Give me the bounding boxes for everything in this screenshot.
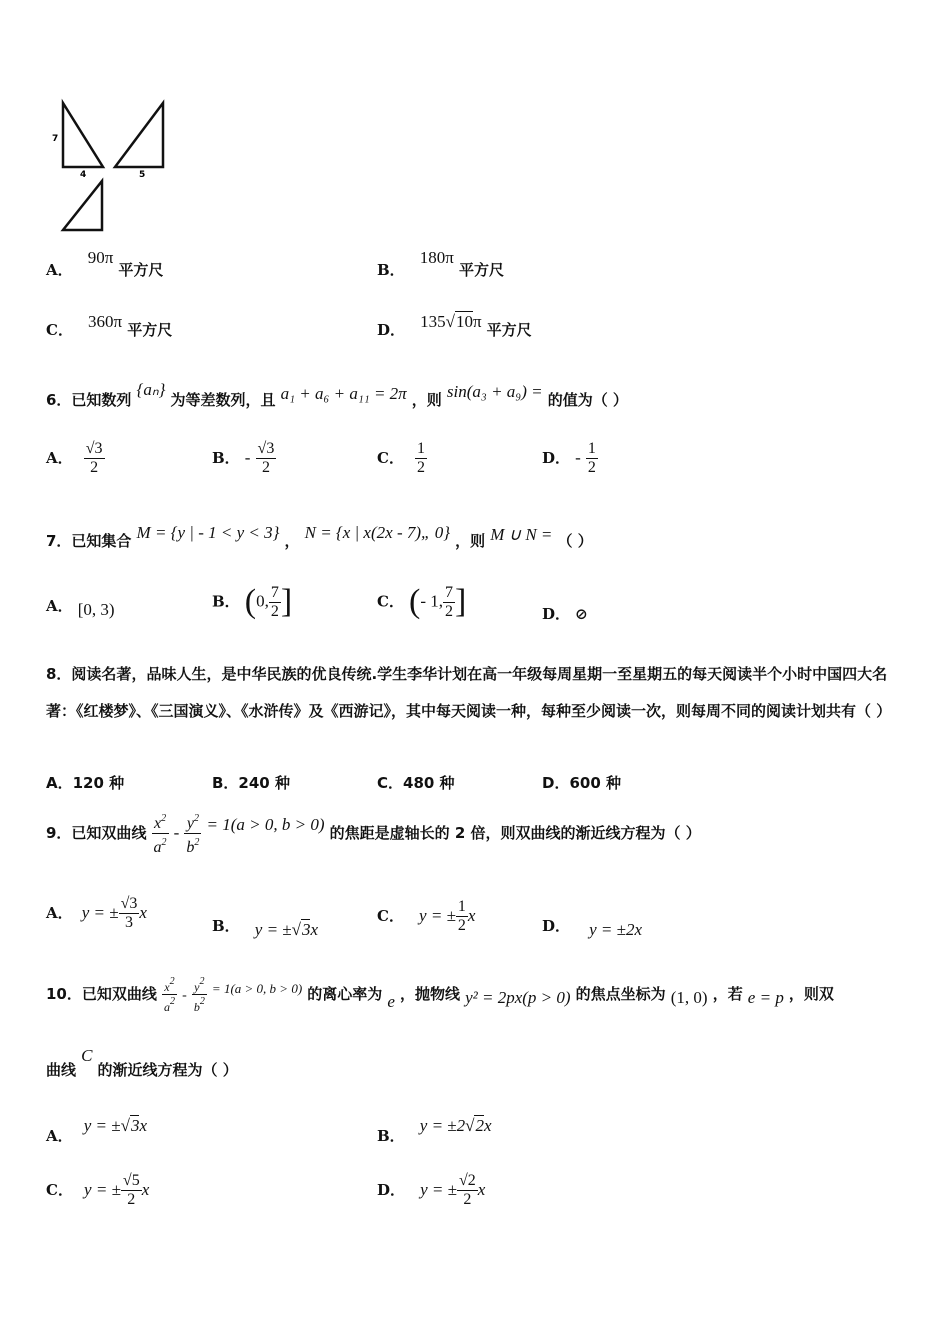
option-expr: 135√10π [420,312,482,331]
option-fraction: $\frac{√3}{3}$ [120,895,138,931]
option-left: - 1, [420,591,444,611]
triangle-right [115,103,163,167]
option-label: A． [46,904,73,922]
q5-option-a[interactable] [46,248,164,280]
q7-set-m: M = {y | - 1 < y < 3} [136,523,280,542]
option-expr: y = ±√3x [83,1116,147,1135]
option-unit: 平方尺 [486,321,532,339]
triangle-left [63,103,103,167]
option-expr: y = ±2√2x [419,1116,492,1135]
q7-expression: M ∪ N = [490,525,553,544]
option-label: A． [46,261,73,279]
option-unit: 平方尺 [127,321,173,339]
label-5: 5 [139,170,146,180]
option-fraction: $\frac{√2}{2}$ [458,1172,476,1208]
q6-option-c[interactable] [377,440,427,477]
option-fraction: $\frac{1}{2}$ [417,440,426,476]
option-fraction: $\frac{√3}{2}$ [85,440,103,476]
q7-option-a[interactable] [46,596,115,619]
hyperbola-y-term: $\frac{y^2}{b^2}$ [193,976,205,1014]
option-label: C． [46,1181,73,1199]
option-fraction: $\frac{1}{2}$ [587,440,596,476]
q8-option-d[interactable]: D．600 种 [542,774,621,792]
hyperbola-eq-tail: = 1(a > 0, b > 0) [206,815,325,834]
q6-option-b[interactable] [212,440,276,477]
option-expr: [0, 3) [77,600,115,619]
q10-option-d[interactable]: D． y = ± $\frac{√2}{2}$ x [377,1172,486,1208]
parabola-equation: y² = 2px(p > 0) [465,988,571,1007]
option-expr: 180π [419,248,454,267]
option-label: A． [46,1127,73,1145]
q9-option-c[interactable]: C． y = ± $\frac{1}{2}$ x [377,898,476,934]
q10-option-a[interactable] [46,1116,147,1145]
q6-stem: 6．已知数列 {aₙ} 为等差数列，且 a₁ + a₆ + a₁₁ = 2π ，则 sin(a₃ + a₉) = 的值为（ ） [46,380,628,409]
label-4: 4 [80,170,87,180]
q7-option-c[interactable]: C． (- 1, $\frac{7}{2}$ ] [377,583,467,620]
empty-set-icon: ⊘ [575,605,588,623]
hyperbola-x-term: $\frac{x^2}{a^2}$ [163,976,175,1014]
option-label: C． [377,592,404,611]
q5-option-d[interactable] [377,312,532,340]
q8-option-c[interactable]: C．480 种 [377,774,455,792]
option-label: C． [377,449,404,467]
option-fraction: $\frac{7}{2}$ [270,583,279,620]
triangle-figure [50,95,180,235]
q7-set-n: N = {x | x(2x - 7)„ 0} [304,523,451,542]
option-sign: - [244,448,251,467]
option-left: 0, [256,591,269,611]
option-label: B． [377,261,405,279]
option-unit: 平方尺 [458,261,504,279]
q10-stem-line2: 曲线 C 的渐近线方程为（ ） [46,1046,238,1079]
option-label: D． [542,917,571,935]
option-fraction: $\frac{1}{2}$ [457,898,466,934]
option-label: D． [377,321,406,339]
q8-option-b[interactable]: B．240 种 [212,774,290,792]
q6-option-a[interactable] [46,440,105,477]
option-label: C． [377,907,404,925]
option-expr: 360π [88,312,123,331]
label-7: 7 [52,134,59,144]
option-fraction: $\frac{√3}{2}$ [257,440,275,476]
hyperbola-y-term: $\frac{y^2}{b^2}$ [186,813,200,856]
q8-option-a[interactable]: A．120 种 [46,774,125,792]
triangle-bottom [63,181,102,230]
option-expr: y = ±√3x [254,920,319,939]
q9-stem: 9．已知双曲线 $\frac{x^2}{a^2}$ - $\frac{y^2}{b^2}$ = 1(a > 0, b > 0) 的焦距是虚轴长的 2 倍，则双曲线的渐近线方程为（ ） [46,810,701,857]
q7-stem: 7．已知集合 M = {y | - 1 < y < 3} ， N = {x | x(2x - 7)„ 0} ，则 M ∪ N = （ ） [46,523,593,550]
option-sign: - [575,448,581,467]
option-label: B． [377,1127,405,1145]
q10-option-b[interactable] [377,1116,492,1145]
option-label: B． [212,449,240,467]
option-label: B． [212,592,240,611]
q5-option-c[interactable] [46,312,173,340]
option-label: D． [542,449,571,467]
option-label: D． [542,605,571,623]
option-fraction: $\frac{7}{2}$ [445,583,454,620]
hyperbola-x-term: $\frac{x^2}{a^2}$ [153,813,167,856]
option-expr: 90π [87,248,114,267]
q9-option-b[interactable] [212,916,319,939]
q6-option-d[interactable] [542,440,598,477]
option-label: A． [46,449,73,467]
q9-option-d[interactable] [542,916,643,939]
q6-condition: a₁ + a₆ + a₁₁ = 2π [280,384,407,403]
option-label: B． [212,917,240,935]
q10-option-c[interactable]: C． y = ± $\frac{√5}{2}$ x [46,1172,150,1208]
q7-option-b[interactable]: B． (0, $\frac{7}{2}$ ] [212,583,293,620]
q8-stem: 8．阅读名著，品味人生，是中华民族的优良传统.学生李华计划在高一年级每周星期一至星期五的每天阅读半个小时中国四大名著：《红楼梦》、《三国演义》、《水浒传》及《西游记》，其中每天阅读一种，每种至少阅读一次，则每周不同的阅读计划共有（ ） [46,665,892,720]
option-expr: y = ±2x [589,920,643,939]
option-fraction: $\frac{√5}{2}$ [122,1172,140,1208]
q7-option-d[interactable] [542,604,588,624]
option-label: D． [377,1181,406,1199]
q5-option-b[interactable] [377,248,504,280]
option-label: A． [46,597,73,615]
q6-expression: sin(a₃ + a₉) = [446,382,543,401]
option-unit: 平方尺 [118,261,164,279]
option-label: C． [46,321,73,339]
q9-option-a[interactable]: A． y = ± $\frac{√3}{3}$ x [46,895,147,931]
q6-seq: {aₙ} [136,380,166,399]
q10-stem: 10．已知双曲线 $\frac{x^2}{a^2}$ - $\frac{y^2}{b^2}$ $^{= 1(a > 0, b > 0)}$ 的离心率为 e ，抛物线 y² = 2px(p > 0) 的焦点坐标为 (1, 0) ，若 e = p ，则双 [46,976,834,1014]
